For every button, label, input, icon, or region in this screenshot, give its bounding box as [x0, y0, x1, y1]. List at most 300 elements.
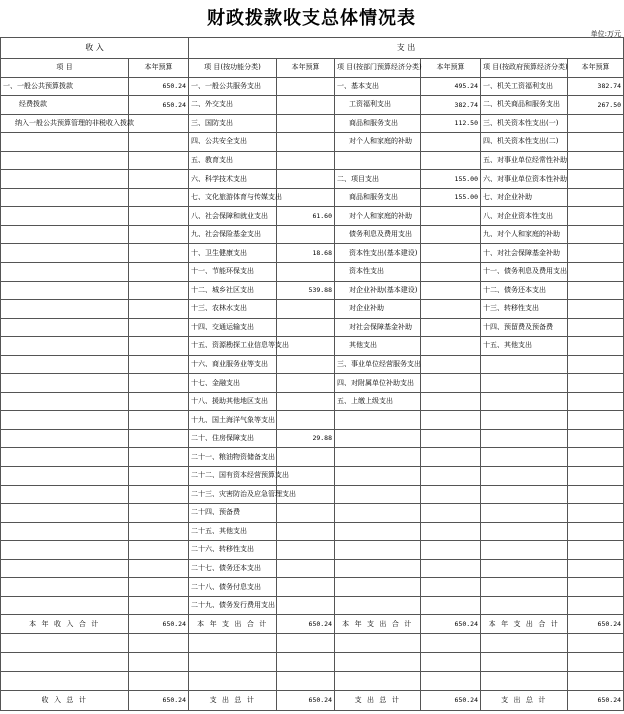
budget-amount-cell [129, 337, 189, 356]
item-name-cell [481, 504, 568, 523]
budget-amount-cell [277, 170, 335, 189]
item-name-cell [481, 596, 568, 615]
item-name-cell [335, 559, 421, 578]
item-name-cell: 十一、节能环保支出 [189, 263, 277, 282]
budget-amount-cell [129, 170, 189, 189]
item-name-cell: 二十二、国有资本经营预算支出 [189, 467, 277, 486]
budget-amount-cell [421, 355, 481, 374]
budget-amount-cell: 650.24 [421, 690, 481, 710]
budget-amount-cell [129, 448, 189, 467]
budget-amount-cell [568, 411, 624, 430]
item-name-cell [335, 541, 421, 560]
budget-amount-cell [129, 300, 189, 319]
budget-amount-cell: 650.24 [568, 690, 624, 710]
item-name-cell: 十五、其他支出 [481, 337, 568, 356]
budget-amount-cell [129, 596, 189, 615]
item-name-cell: 六、对事业单位资本性补助 [481, 170, 568, 189]
item-name-cell: 十四、预留费及预备费 [481, 318, 568, 337]
empty-cell [568, 652, 624, 671]
budget-amount-cell: 155.00 [421, 170, 481, 189]
item-name-cell [335, 411, 421, 430]
item-name-cell: 本 年 支 出 合 计 [189, 615, 277, 634]
item-name-cell: 纳入一般公共预算管理的非税收入拨款 [1, 114, 129, 133]
budget-amount-cell [568, 300, 624, 319]
budget-amount-cell [277, 578, 335, 597]
empty-cell [277, 633, 335, 652]
item-name-cell: 十九、国土海洋气象等支出 [189, 411, 277, 430]
budget-amount-cell [277, 541, 335, 560]
budget-amount-cell [568, 244, 624, 263]
empty-cell [1, 652, 129, 671]
budget-amount-cell [277, 411, 335, 430]
table-row [1, 114, 624, 133]
item-name-cell [1, 504, 129, 523]
budget-amount-cell [568, 355, 624, 374]
budget-amount-cell: 267.50 [568, 96, 624, 115]
item-name-cell: 二十八、债务付息支出 [189, 578, 277, 597]
budget-amount-cell [568, 374, 624, 393]
page-title: 财政拨款收支总体情况表 [207, 8, 416, 29]
item-name-cell: 二十三、灾害防治及应急管理支出 [189, 485, 277, 504]
item-name-cell: 对社会保障基金补助 [335, 318, 421, 337]
item-name-cell [1, 467, 129, 486]
item-name-cell: 四、对附属单位补助支出 [335, 374, 421, 393]
item-name-cell: 十八、援助其他地区支出 [189, 392, 277, 411]
column-header-row [1, 59, 624, 78]
item-name-cell [1, 429, 129, 448]
budget-amount-cell: 382.74 [568, 77, 624, 96]
item-name-cell: 资本性支出 [335, 263, 421, 282]
item-name-cell [335, 522, 421, 541]
table-row [1, 448, 624, 467]
item-name-cell [1, 578, 129, 597]
item-name-cell [481, 467, 568, 486]
item-name-cell [1, 300, 129, 319]
column-header: 本年预算 [129, 59, 189, 78]
budget-amount-cell [129, 559, 189, 578]
budget-amount-cell [568, 448, 624, 467]
budget-amount-cell [129, 504, 189, 523]
item-name-cell [481, 541, 568, 560]
budget-amount-cell [277, 522, 335, 541]
budget-amount-cell [277, 596, 335, 615]
income-section-label: 收 入 [1, 38, 189, 59]
item-name-cell: 十二、债务还本支出 [481, 281, 568, 300]
item-name-cell [481, 411, 568, 430]
empty-cell [277, 671, 335, 690]
item-name-cell [481, 392, 568, 411]
item-name-cell [335, 485, 421, 504]
item-name-cell: 四、公共安全支出 [189, 133, 277, 152]
empty-cell [189, 652, 277, 671]
item-name-cell [335, 448, 421, 467]
budget-amount-cell [277, 225, 335, 244]
budget-amount-cell [421, 374, 481, 393]
item-name-cell: 二、项目支出 [335, 170, 421, 189]
table-row [1, 429, 624, 448]
unit-label: 单位:万元 [590, 30, 621, 38]
empty-cell [481, 671, 568, 690]
column-header: 本年预算 [568, 59, 624, 78]
item-name-cell [1, 411, 129, 430]
item-name-cell [1, 448, 129, 467]
budget-amount-cell [421, 207, 481, 226]
empty-cell [335, 671, 421, 690]
budget-amount-cell [277, 392, 335, 411]
table-row [1, 188, 624, 207]
budget-amount-cell [129, 485, 189, 504]
item-name-cell: 本 年 收 入 合 计 [1, 615, 129, 634]
item-name-cell: 支 出 总 计 [335, 690, 421, 710]
item-name-cell [1, 244, 129, 263]
item-name-cell [1, 281, 129, 300]
empty-cell [481, 652, 568, 671]
budget-amount-cell [129, 578, 189, 597]
empty-cell [421, 652, 481, 671]
budget-amount-cell [129, 374, 189, 393]
empty-cell [129, 652, 189, 671]
item-name-cell: 四、机关资本性支出(二) [481, 133, 568, 152]
item-name-cell: 二十五、其他支出 [189, 522, 277, 541]
budget-amount-cell: 382.74 [421, 96, 481, 115]
budget-amount-cell [129, 263, 189, 282]
item-name-cell: 支 出 总 计 [189, 690, 277, 710]
budget-amount-cell [568, 541, 624, 560]
budget-amount-cell [421, 337, 481, 356]
empty-cell [568, 671, 624, 690]
budget-amount-cell [129, 188, 189, 207]
column-header: 本年预算 [277, 59, 335, 78]
item-name-cell [335, 504, 421, 523]
empty-cell [568, 633, 624, 652]
blank-row [1, 652, 624, 671]
item-name-cell [481, 355, 568, 374]
budget-amount-cell [277, 374, 335, 393]
budget-amount-cell [277, 96, 335, 115]
budget-amount-cell [129, 207, 189, 226]
item-name-cell: 十七、金融支出 [189, 374, 277, 393]
item-name-cell [335, 578, 421, 597]
item-name-cell [481, 559, 568, 578]
item-name-cell: 九、社会保险基金支出 [189, 225, 277, 244]
table-row [1, 541, 624, 560]
column-header: 本年预算 [421, 59, 481, 78]
budget-amount-cell [129, 133, 189, 152]
item-name-cell: 八、对企业资本性支出 [481, 207, 568, 226]
budget-amount-cell: 112.50 [421, 114, 481, 133]
item-name-cell: 对个人和家庭的补助 [335, 207, 421, 226]
item-name-cell: 七、对企业补助 [481, 188, 568, 207]
item-name-cell: 七、文化旅游体育与传媒支出 [189, 188, 277, 207]
budget-amount-cell [421, 429, 481, 448]
item-name-cell [1, 337, 129, 356]
item-name-cell: 二十七、债务还本支出 [189, 559, 277, 578]
item-name-cell: 十六、商业服务业等支出 [189, 355, 277, 374]
item-name-cell: 本 年 支 出 合 计 [481, 615, 568, 634]
empty-cell [421, 633, 481, 652]
budget-amount-cell [568, 559, 624, 578]
budget-amount-cell [129, 392, 189, 411]
empty-cell [335, 652, 421, 671]
budget-amount-cell [277, 504, 335, 523]
item-name-cell: 一、机关工资福利支出 [481, 77, 568, 96]
table-row [1, 392, 624, 411]
budget-amount-cell [129, 355, 189, 374]
item-name-cell: 十二、城乡社区支出 [189, 281, 277, 300]
budget-amount-cell [568, 188, 624, 207]
table-row [1, 281, 624, 300]
budget-amount-cell [421, 263, 481, 282]
budget-amount-cell [129, 318, 189, 337]
budget-amount-cell: 650.24 [129, 615, 189, 634]
table-row [1, 96, 624, 115]
item-name-cell: 五、对事业单位经常性补助 [481, 151, 568, 170]
column-header: 项 目 [1, 59, 129, 78]
item-name-cell: 五、上缴上级支出 [335, 392, 421, 411]
budget-amount-cell [421, 485, 481, 504]
table-row [1, 318, 624, 337]
budget-amount-cell [421, 392, 481, 411]
item-name-cell [1, 151, 129, 170]
budget-amount-cell [568, 263, 624, 282]
item-name-cell: 十一、债务利息及费用支出 [481, 263, 568, 282]
budget-amount-cell [277, 355, 335, 374]
empty-cell [189, 671, 277, 690]
empty-cell [129, 633, 189, 652]
expense-section-label: 支 出 [189, 38, 624, 59]
table-row [1, 596, 624, 615]
budget-amount-cell [277, 114, 335, 133]
item-name-cell: 本 年 支 出 合 计 [335, 615, 421, 634]
budget-amount-cell [568, 596, 624, 615]
item-name-cell [1, 170, 129, 189]
budget-amount-cell [421, 448, 481, 467]
budget-amount-cell: 650.24 [277, 615, 335, 634]
item-name-cell: 工资福利支出 [335, 96, 421, 115]
item-name-cell: 十三、农林水支出 [189, 300, 277, 319]
table-row [1, 207, 624, 226]
budget-amount-cell [421, 522, 481, 541]
budget-amount-cell: 650.24 [129, 96, 189, 115]
item-name-cell [1, 188, 129, 207]
table-row [1, 578, 624, 597]
item-name-cell [1, 374, 129, 393]
table-row [1, 559, 624, 578]
item-name-cell: 支 出 总 计 [481, 690, 568, 710]
item-name-cell [1, 225, 129, 244]
budget-table [0, 37, 624, 711]
budget-amount-cell [421, 318, 481, 337]
item-name-cell: 二十四、预备费 [189, 504, 277, 523]
item-name-cell: 六、科学技术支出 [189, 170, 277, 189]
item-name-cell [1, 522, 129, 541]
item-name-cell [1, 263, 129, 282]
item-name-cell: 二十、住房保障支出 [189, 429, 277, 448]
item-name-cell [481, 374, 568, 393]
budget-amount-cell: 61.60 [277, 207, 335, 226]
budget-amount-cell: 650.24 [129, 690, 189, 710]
column-header: 项 目(按功能分类) [189, 59, 277, 78]
budget-amount-cell [568, 578, 624, 597]
item-name-cell: 其他支出 [335, 337, 421, 356]
table-row [1, 151, 624, 170]
empty-cell [421, 671, 481, 690]
table-row [1, 485, 624, 504]
budget-amount-cell [277, 559, 335, 578]
total-row [1, 690, 624, 710]
item-name-cell: 二十六、转移性支出 [189, 541, 277, 560]
table-row [1, 225, 624, 244]
empty-cell [277, 652, 335, 671]
budget-amount-cell: 495.24 [421, 77, 481, 96]
item-name-cell [1, 485, 129, 504]
item-name-cell [481, 578, 568, 597]
blank-row [1, 671, 624, 690]
item-name-cell: 收 入 总 计 [1, 690, 129, 710]
item-name-cell: 二十一、粮油物资储备支出 [189, 448, 277, 467]
budget-amount-cell [421, 281, 481, 300]
item-name-cell: 九、对个人和家庭的补助 [481, 225, 568, 244]
item-name-cell [481, 522, 568, 541]
item-name-cell: 二、外交支出 [189, 96, 277, 115]
item-name-cell [335, 151, 421, 170]
table-row [1, 411, 624, 430]
budget-amount-cell [421, 411, 481, 430]
budget-amount-cell: 539.88 [277, 281, 335, 300]
budget-amount-cell [129, 151, 189, 170]
budget-amount-cell [568, 337, 624, 356]
budget-amount-cell: 650.24 [421, 615, 481, 634]
budget-amount-cell [129, 541, 189, 560]
budget-amount-cell [421, 133, 481, 152]
table-row [1, 263, 624, 282]
empty-cell [129, 671, 189, 690]
budget-amount-cell [129, 429, 189, 448]
section-header-row [1, 38, 624, 59]
item-name-cell: 对个人和家庭的补助 [335, 133, 421, 152]
budget-amount-cell [129, 467, 189, 486]
table-row [1, 244, 624, 263]
budget-amount-cell [568, 170, 624, 189]
item-name-cell: 对企业补助 [335, 300, 421, 319]
blank-row [1, 633, 624, 652]
table-row [1, 504, 624, 523]
budget-amount-cell: 650.24 [568, 615, 624, 634]
item-name-cell: 二、机关商品和服务支出 [481, 96, 568, 115]
item-name-cell: 一、一般公共服务支出 [189, 77, 277, 96]
column-header: 项 目(按部门预算经济分类) [335, 59, 421, 78]
item-name-cell: 十五、资源勘探工业信息等支出 [189, 337, 277, 356]
item-name-cell: 一、一般公共预算拨款 [1, 77, 129, 96]
table-row [1, 300, 624, 319]
item-name-cell: 十四、交通运输支出 [189, 318, 277, 337]
table-row [1, 522, 624, 541]
budget-amount-cell: 155.00 [421, 188, 481, 207]
budget-amount-cell [277, 151, 335, 170]
budget-amount-cell [568, 151, 624, 170]
item-name-cell [1, 318, 129, 337]
item-name-cell: 十、对社会保障基金补助 [481, 244, 568, 263]
item-name-cell [1, 133, 129, 152]
item-name-cell [481, 485, 568, 504]
budget-amount-cell [277, 263, 335, 282]
budget-amount-cell [421, 596, 481, 615]
item-name-cell: 商品和服务支出 [335, 114, 421, 133]
budget-amount-cell [568, 429, 624, 448]
budget-amount-cell [568, 133, 624, 152]
budget-amount-cell [568, 522, 624, 541]
budget-amount-cell [129, 114, 189, 133]
item-name-cell [1, 541, 129, 560]
item-name-cell [335, 467, 421, 486]
budget-amount-cell [421, 151, 481, 170]
budget-amount-cell [129, 522, 189, 541]
budget-amount-cell [568, 114, 624, 133]
item-name-cell [1, 596, 129, 615]
item-name-cell: 资本性支出(基本建设) [335, 244, 421, 263]
item-name-cell: 五、教育支出 [189, 151, 277, 170]
budget-amount-cell [277, 448, 335, 467]
budget-amount-cell [421, 225, 481, 244]
empty-cell [335, 633, 421, 652]
budget-amount-cell [129, 411, 189, 430]
item-name-cell [481, 429, 568, 448]
item-name-cell: 三、国防支出 [189, 114, 277, 133]
budget-amount-cell: 650.24 [129, 77, 189, 96]
budget-amount-cell [568, 207, 624, 226]
budget-amount-cell [421, 559, 481, 578]
budget-amount-cell [277, 300, 335, 319]
item-name-cell: 二十九、债务发行费用支出 [189, 596, 277, 615]
budget-amount-cell: 29.88 [277, 429, 335, 448]
budget-amount-cell [568, 225, 624, 244]
budget-amount-cell: 18.68 [277, 244, 335, 263]
item-name-cell: 三、机关资本性支出(一) [481, 114, 568, 133]
budget-amount-cell [277, 318, 335, 337]
budget-amount-cell [421, 504, 481, 523]
item-name-cell [1, 207, 129, 226]
item-name-cell [335, 429, 421, 448]
table-row [1, 467, 624, 486]
item-name-cell [335, 596, 421, 615]
budget-amount-cell [421, 467, 481, 486]
item-name-cell: 经费拨款 [1, 96, 129, 115]
table-row [1, 374, 624, 393]
budget-amount-cell [568, 485, 624, 504]
table-row [1, 133, 624, 152]
item-name-cell: 三、事业单位经营服务支出 [335, 355, 421, 374]
item-name-cell: 八、社会保障和就业支出 [189, 207, 277, 226]
budget-amount-cell [129, 225, 189, 244]
empty-cell [1, 671, 129, 690]
item-name-cell [1, 355, 129, 374]
empty-cell [481, 633, 568, 652]
subtotal-row [1, 615, 624, 634]
table-row [1, 77, 624, 96]
item-name-cell: 债务利息及费用支出 [335, 225, 421, 244]
table-row [1, 170, 624, 189]
item-name-cell [1, 392, 129, 411]
budget-amount-cell [277, 188, 335, 207]
item-name-cell: 一、基本支出 [335, 77, 421, 96]
item-name-cell: 对企业补助(基本建设) [335, 281, 421, 300]
budget-amount-cell [277, 133, 335, 152]
budget-amount-cell [568, 318, 624, 337]
empty-cell [1, 633, 129, 652]
budget-amount-cell [421, 578, 481, 597]
table-row [1, 355, 624, 374]
budget-amount-cell [568, 392, 624, 411]
